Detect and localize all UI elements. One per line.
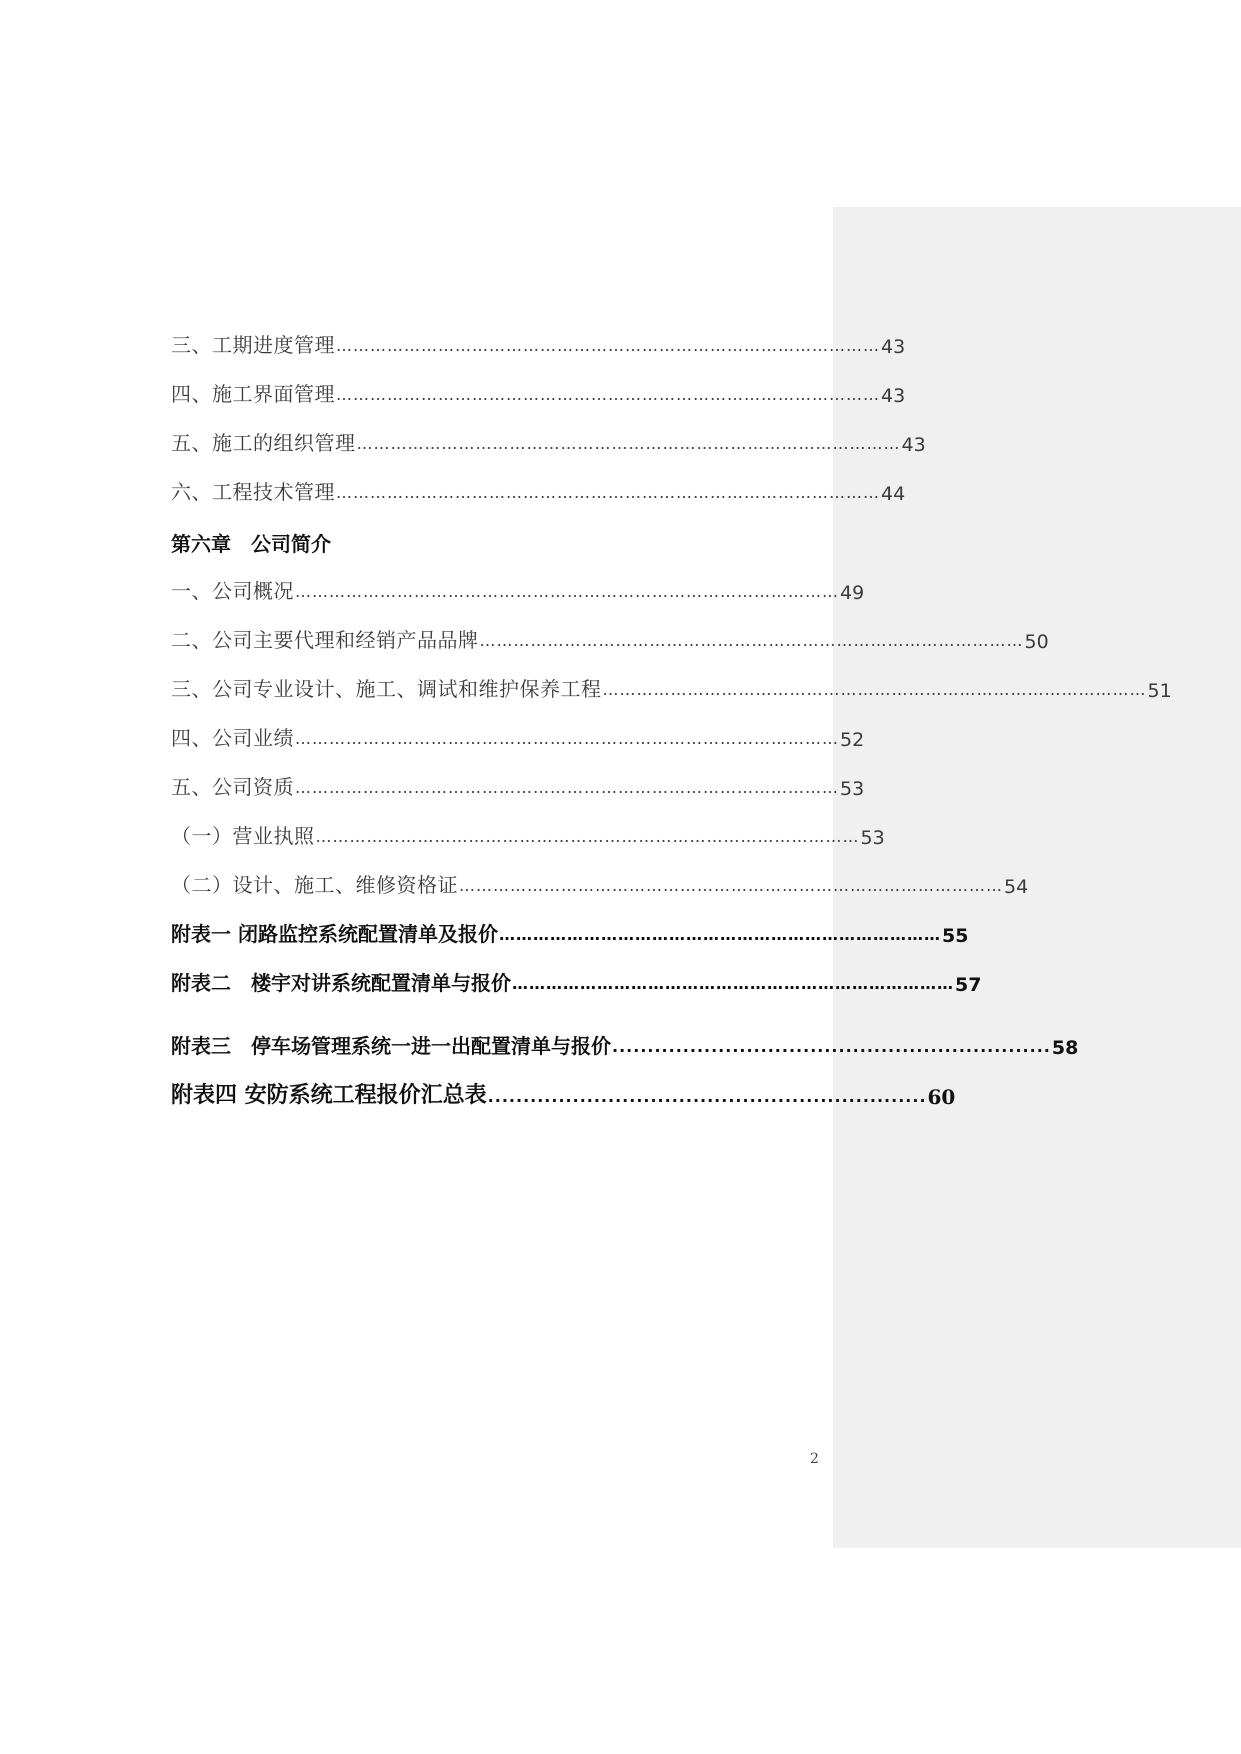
toc-leader: ……………………………………………………………………………………	[602, 680, 1147, 699]
toc-leader: ……………………………………………………………………………………	[336, 483, 880, 502]
appendix-entry[interactable]	[171, 966, 982, 996]
toc-entry-label: 三、工期进度管理	[171, 333, 335, 357]
toc-leader: ……………………………………………………………………………………	[295, 582, 839, 601]
toc-entry-label: （二）设计、施工、维修资格证	[171, 873, 458, 897]
toc-page-number: 54	[1004, 876, 1029, 898]
appendix-label: 附表一 闭路监控系统配置清单及报价	[171, 922, 498, 946]
toc-page-number: 50	[1024, 631, 1049, 653]
toc-page-number: 52	[840, 729, 865, 751]
toc-entry[interactable]	[171, 426, 926, 456]
toc-entry[interactable]	[171, 377, 906, 407]
toc-page-number: 43	[881, 385, 906, 407]
toc-entry-label: 五、公司资质	[171, 775, 294, 799]
toc-page-number: 53	[860, 827, 885, 849]
toc-leader: ……………………………………………………………………………………	[459, 876, 1003, 895]
appendix-label: 附表四 安防系统工程报价汇总表	[171, 1083, 487, 1108]
toc-entry-label: 四、公司业绩	[171, 726, 294, 750]
page-number: 2	[810, 1451, 819, 1467]
toc-leader: ..............................................................	[612, 1037, 1051, 1056]
toc-page-number: 58	[1051, 1037, 1079, 1059]
toc-entry-label: 三、公司专业设计、施工、调试和维护保养工程	[171, 677, 602, 701]
toc-entry[interactable]	[171, 819, 885, 849]
toc-leader: ……………………………………………………………………………………	[479, 631, 1024, 650]
toc-page-number: 57	[955, 974, 982, 996]
toc-leader: ……………………………………………………………………………………	[356, 434, 901, 453]
toc-entry-label: 六、工程技术管理	[171, 480, 335, 504]
toc-entry-label: 一、公司概况	[171, 579, 294, 603]
appendix-label: 附表二 楼宇对讲系统配置清单与报价	[171, 971, 511, 995]
toc-leader: ……………………………………………………………………	[512, 974, 954, 993]
toc-leader: ……………………………………………………………………………………	[315, 827, 860, 846]
toc-leader: ……………………………………………………………………………………	[336, 385, 880, 404]
toc-page-number: 43	[901, 434, 926, 456]
toc-entry-label: 四、施工界面管理	[171, 382, 335, 406]
appendix-entry[interactable]	[171, 1079, 956, 1109]
toc-entry[interactable]	[171, 868, 1029, 898]
toc-entry[interactable]	[171, 328, 906, 358]
toc-entry[interactable]	[171, 770, 865, 800]
toc-entry[interactable]	[171, 623, 1049, 653]
toc-entry-label: 二、公司主要代理和经销产品品牌	[171, 628, 479, 652]
toc-entry[interactable]	[171, 672, 1172, 702]
appendix-entry[interactable]	[171, 917, 969, 947]
toc-page-number: 53	[840, 778, 865, 800]
toc-leader: ……………………………………………………………………………………	[295, 778, 839, 797]
toc-entry[interactable]	[171, 475, 906, 505]
toc-entry-label: 五、施工的组织管理	[171, 431, 356, 455]
appendix-label: 附表三 停车场管理系统一进一出配置清单与报价	[171, 1034, 611, 1058]
toc-page-number: 44	[881, 483, 906, 505]
toc-entry[interactable]	[171, 574, 865, 604]
toc-entry[interactable]	[171, 721, 865, 751]
toc-page-number: 49	[840, 582, 865, 604]
toc-leader: ……………………………………………………………………………………	[336, 336, 880, 355]
toc-entry-label: （一）营业执照	[171, 824, 315, 848]
toc-leader: ……………………………………………………………………	[498, 925, 941, 944]
toc-leader: ..............................................................	[487, 1087, 927, 1106]
toc-page-number: 43	[881, 336, 906, 358]
toc-page-number: 51	[1147, 680, 1172, 702]
toc-leader: ……………………………………………………………………………………	[295, 729, 839, 748]
toc-page-number: 55	[941, 925, 969, 947]
appendix-entry[interactable]	[171, 1029, 1079, 1059]
chapter-heading[interactable]: 第六章 公司简介	[171, 532, 331, 556]
toc-page-number: 60	[927, 1085, 956, 1109]
